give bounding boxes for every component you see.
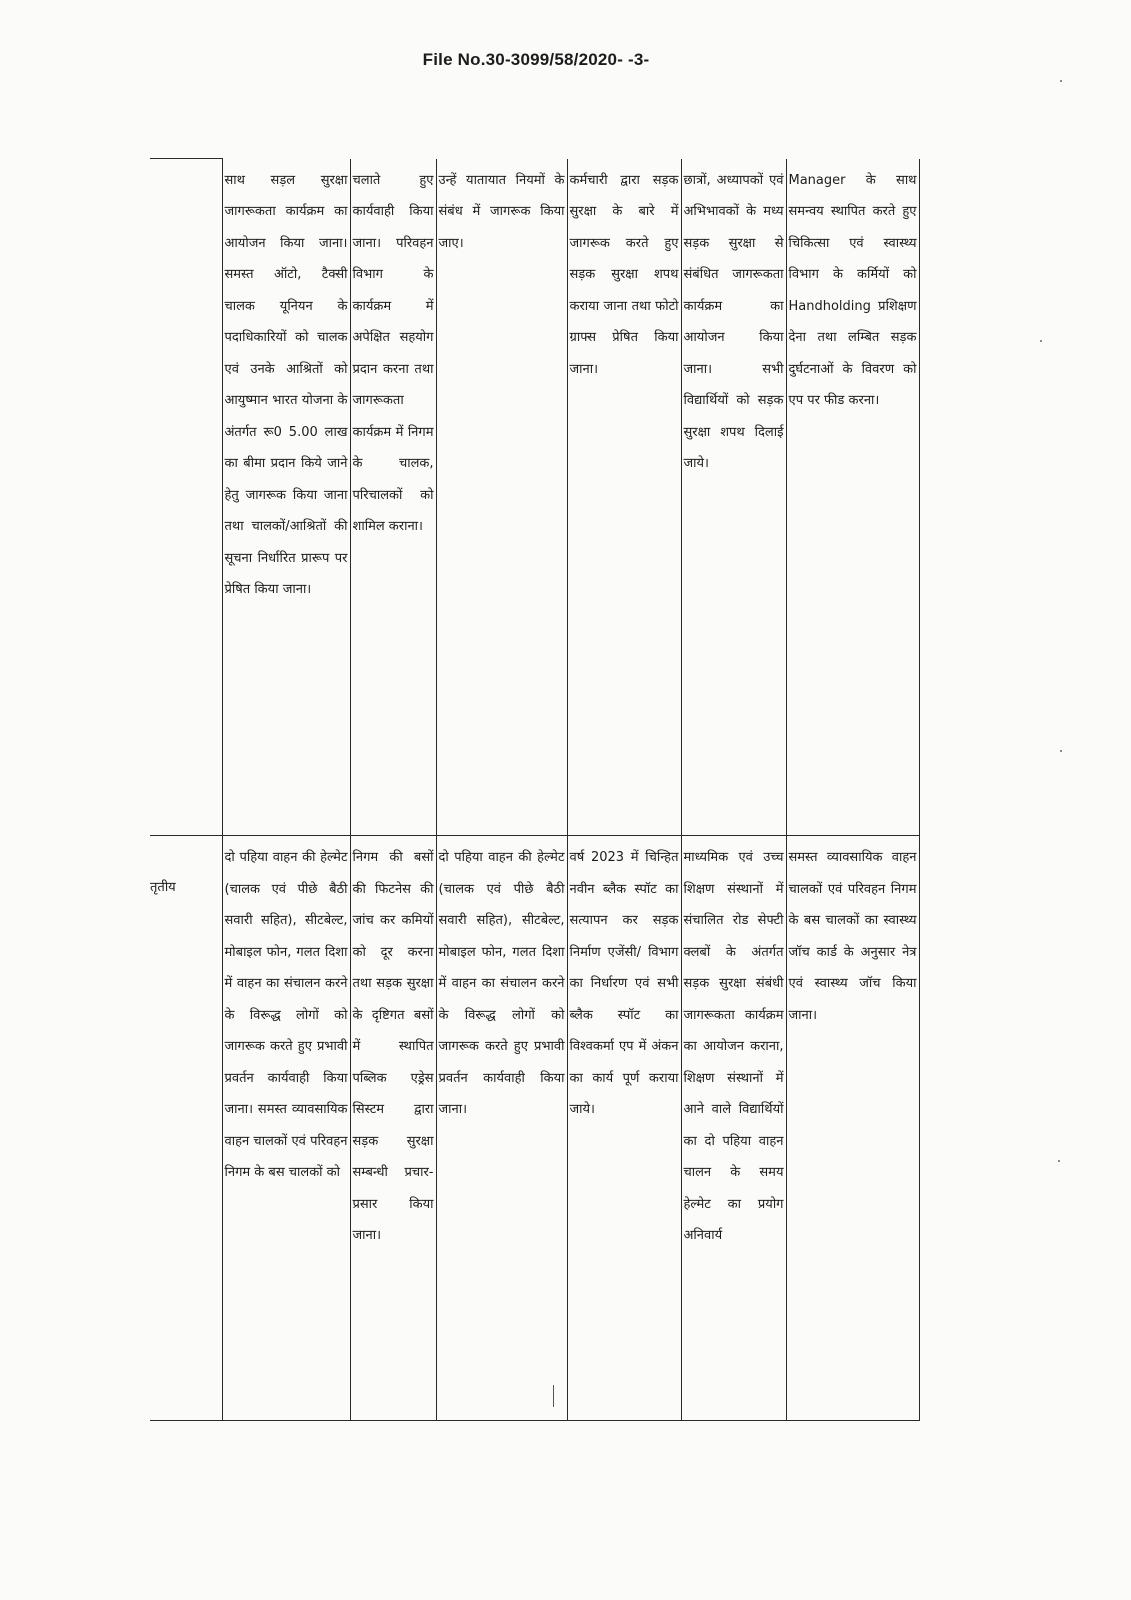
table-cell: [222, 159, 350, 836]
table-cell: [222, 836, 350, 1421]
cell-text: कर्मचारी द्वारा सड़क सुरक्षा के बारे में जागरूक करते हुए सड़क सुरक्षा शपथ कराया जाना तथा फोटो ग्राफ्स प्रेषित किया जाना।: [569, 172, 679, 377]
table-cell: [786, 159, 919, 836]
table-cell: [786, 836, 919, 1421]
table-row: [150, 836, 919, 1421]
cell-text: वर्ष 2023 में चिन्हित नवीन ब्लैक स्पॉट का सत्यापन कर सड़क निर्माण एजेंसी/ विभाग का निर्धारण एवं सभी ब्लैक स्पॉट का विश्वकर्मा एप में अंकन का कार्य पूर्ण कराया जाये।: [569, 850, 679, 1117]
cell-text: उन्हें यातायात नियमों के संबंध में जागरूक किया जाए।: [438, 172, 565, 251]
cell-text: दो पहिया वाहन की हेल्मेट (चालक एवं पीछे बैठी सवारी सहित), सीटबेल्ट, मोबाइल फोन, गलत दिशा में वाहन का संचालन करने के विरूद्ध लोगों को जागरूक करते हुए प्रभावी प्रवर्तन कार्यवाही किया जाना।: [438, 850, 565, 1117]
cell-text: साथ सड़ल सुरक्षा जागरूकता कार्यक्रम का आयोजन किया जाना। समस्त ऑटो, टैक्सी चालक यूनियन के पदाधिकारियों को चालक एवं उनके आश्रितों को आयुष्मान भारत योजना के अंतर्गत रू0 5.00 लाख का बीमा प्रदान किये जाने हेतु जागरूक किया जाना तथा चालकों/आश्रितों की सूचना निर्धारित प्रारूप पर प्रेषित किया जाना।: [224, 172, 348, 597]
table-cell: [681, 836, 786, 1421]
table-cell: [350, 836, 436, 1421]
table-cell: [436, 836, 567, 1421]
cell-text: छात्रों, अध्यापकों एवं अभिभावकों के मध्य सड़क सुरक्षा से संबंधित जागरूकता कार्यक्रम का आयोजन किया जाना। सभी विद्यार्थियों को सड़क सुरक्षा शपथ दिलाई जाये।: [683, 172, 784, 471]
table-cell: [567, 159, 681, 836]
file-number-header: File No.30-3099/58/2020- -3-: [422, 50, 650, 69]
scan-speck: [1060, 750, 1062, 752]
scan-speck: [1040, 340, 1042, 342]
cell-text: दो पहिया वाहन की हेल्मेट (चालक एवं पीछे बैठी सवारी सहित), सीटबेल्ट, मोबाइल फोन, गलत दिशा में वाहन का संचालन करने के विरूद्ध लोगों को जागरूक करते हुए प्रभावी प्रवर्तन कार्यवाही किया जाना। समस्त व्यावसायिक वाहन चालकों एवं परिवहन निगम के बस चालकों को: [224, 850, 348, 1180]
cell-text: समस्त व्यावसायिक वाहन चालकों एवं परिवहन निगम के बस चालकों का स्वास्थ्य जॉच कार्ड के अनुसार नेत्र एवं स्वास्थ्य जॉच किया जाना।: [788, 850, 917, 1023]
table-cell: [350, 159, 436, 836]
cell-text: चलाते हुए कार्यवाही किया जाना। परिवहन विभाग के कार्यक्रम में अपेक्षित सहयोग प्रदान करना तथा जागरूकता कार्यक्रम में निगम के चालक, परिचालकों को शामिल कराना।: [352, 172, 434, 534]
row-label: [150, 159, 222, 836]
table-row: [150, 159, 919, 836]
cell-text: Manager के साथ समन्वय स्थापित करते हुए चिकित्सा एवं स्वास्थ्य विभाग के कर्मियों को Handholding प्रशिक्षण देना तथा लम्बित सड़क दुर्घटनाओं के विवरण को एप पर फीड करना।: [788, 172, 917, 408]
scan-speck: [1058, 1160, 1060, 1162]
table-cell: [436, 159, 567, 836]
scan-mark: [553, 1385, 554, 1407]
row-label: तृतीय: [150, 836, 222, 1421]
cell-text: निगम की बसों की फिटनेस की जांच कर कमियों को दूर करना तथा सड़क सुरक्षा के दृष्टिगत बसों में स्थापित पब्लिक एड्रेस सिस्टम द्वारा सड़क सुरक्षा सम्बन्धी प्रचार-प्रसार किया जाना।: [352, 850, 434, 1243]
scan-speck: [1060, 80, 1062, 82]
table-cell: [681, 159, 786, 836]
table-cell: [567, 836, 681, 1421]
cell-text: माध्यमिक एवं उच्च शिक्षण संस्थानों में संचालित रोड सेफ्टी क्लबों के अंतर्गत सड़क सुरक्षा संबंधी जागरूकता कार्यक्रम का आयोजन कराना, शिक्षण संस्थानों में आने वाले विद्यार्थियों का दो पहिया वाहन चालन के समय हेल्मेट का प्रयोग अनिवार्य: [683, 850, 784, 1243]
action-plan-table: [150, 158, 920, 1421]
